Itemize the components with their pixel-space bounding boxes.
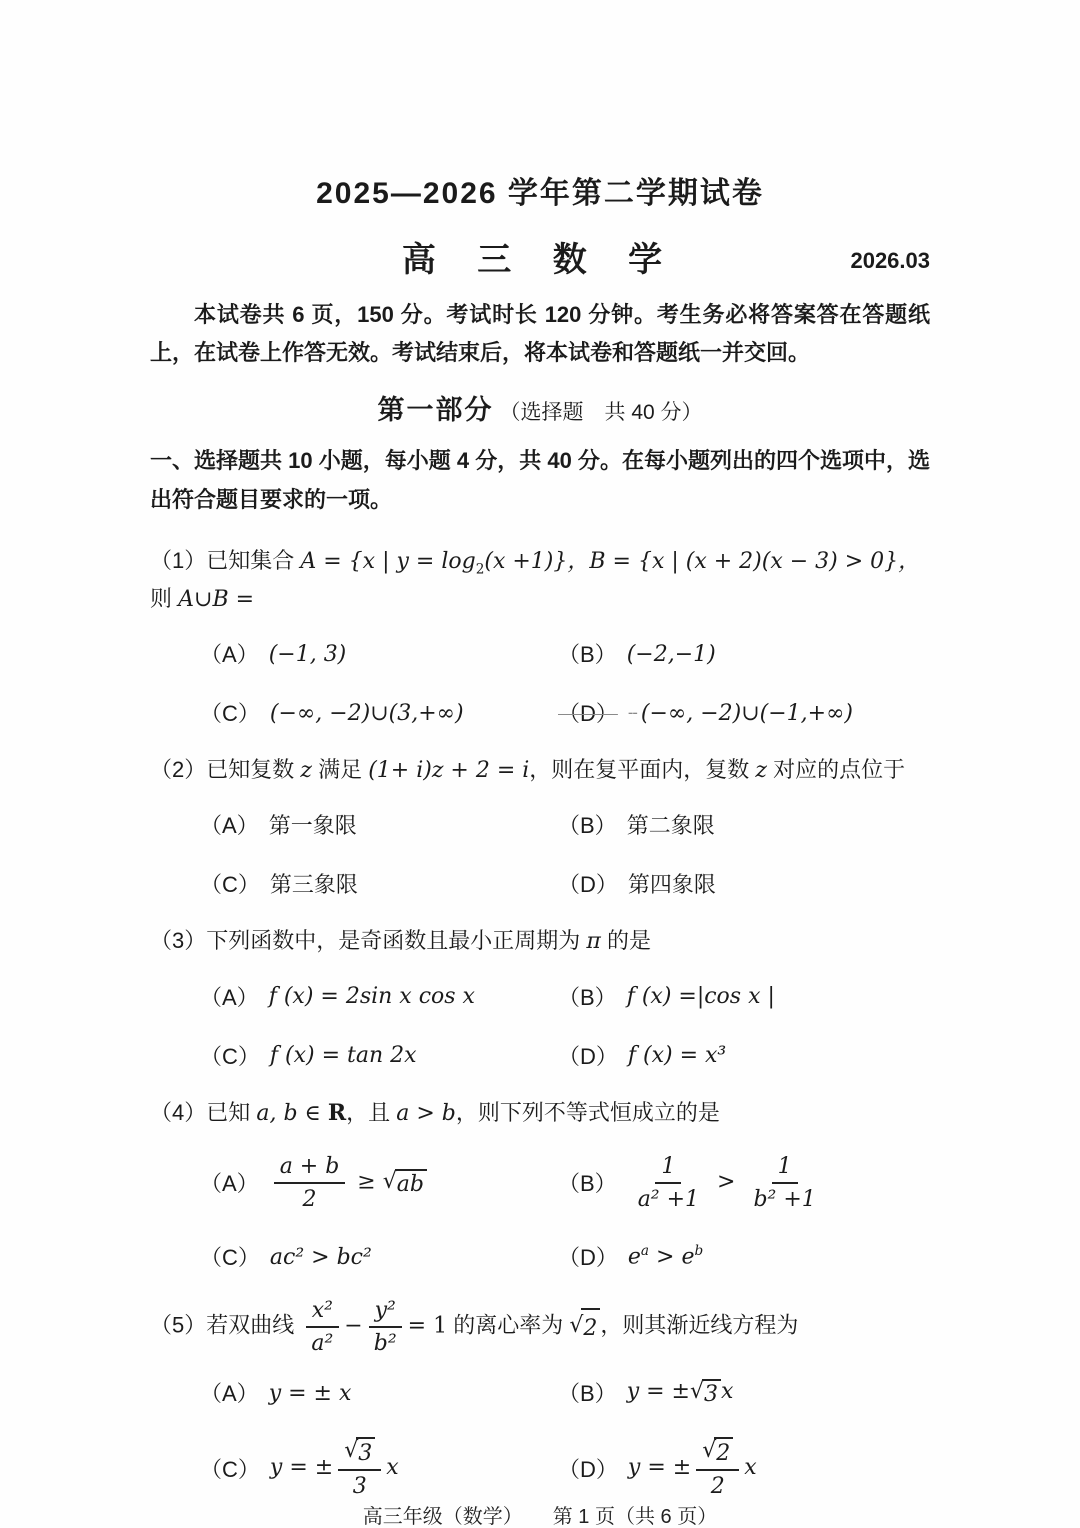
options-grid: [150, 809, 930, 899]
option-formula: f (x) = tan 2x: [269, 1043, 417, 1069]
square-root: √ 3: [344, 1437, 375, 1468]
exam-notice: 本试卷共 6 页，150 分。考试时长 120 分钟。考生务必将答案答在答题纸上，在试卷上作答无效。考试结束后，将本试卷和答题纸一并交回。: [150, 302, 930, 365]
option-formula: y = ± √ 3 3 x: [269, 1438, 399, 1499]
page-title: 2025—2026 学年第二学期试卷: [316, 177, 764, 210]
fraction: $\frac{\text{y²}}{\text{b²}}$: [368, 1296, 403, 1357]
option-label: （D）: [558, 1245, 618, 1271]
option-item: [558, 1241, 930, 1272]
option-formula: (−2,−1): [626, 641, 716, 667]
option-formula: (−1, 3): [268, 641, 347, 667]
option-item: [558, 809, 930, 840]
option-label: （C）: [200, 872, 260, 898]
option-formula: ac² > bc²: [269, 1244, 372, 1270]
option-item: [200, 1152, 558, 1213]
option-formula: (−∞, −2)∪(3,+∞): [269, 700, 464, 726]
option-item: [200, 1377, 558, 1408]
option-label: （A）: [200, 642, 259, 668]
option-formula: $\frac{a + b}{2}$ ≥ √ ab: [269, 1152, 427, 1213]
question-stem: （2）已知复数 z 满足 (1+ i)z + 2 = i，则在复平面内，复数 z 对应的点位于: [150, 757, 906, 784]
options-grid: [150, 1377, 930, 1500]
option-formula: y = ± √ 3 x: [626, 1379, 734, 1408]
part-title: 第一部分: [377, 394, 494, 425]
option-item: [200, 809, 558, 840]
question-list: [150, 519, 930, 1500]
question: [150, 923, 930, 1070]
option-label: （B）: [558, 1381, 617, 1407]
option-label: （A）: [200, 984, 259, 1010]
exam-date: 2026.03: [850, 248, 930, 273]
option-formula: y = ± √ 2 2 x: [627, 1438, 757, 1499]
square-root: √ 3: [690, 1379, 721, 1407]
question: [150, 1296, 930, 1500]
options-grid: [150, 638, 930, 728]
option-label: （D）: [558, 1043, 618, 1069]
part-heading: [150, 388, 930, 427]
fraction: $\frac{1}{\text{b² +1}}$: [753, 1154, 816, 1212]
option-label: （C）: [200, 1043, 260, 1069]
question: [150, 1095, 930, 1272]
option-formula: f (x) =|cos x |: [626, 984, 775, 1010]
question: [150, 543, 930, 728]
question-stem: （1）已知集合 A = {x | $y = \log_2(x +1)$}，B = {x | (x + 2)(x − 3) > 0}，则 A∪B =: [150, 547, 921, 612]
option-item: [200, 868, 558, 899]
option-formula: $\frac{1}{\text{a² +1}}$ > $\frac{1}{\text{b² +1}}$: [627, 1152, 827, 1213]
footer-text: 高三年级（数学） 第 1 页（共 6 页）: [362, 1506, 718, 1528]
question-stem: （4）已知 a, b ∈ R，且 a > b，则下列不等式恒成立的是: [150, 1099, 720, 1126]
option-item: [558, 1436, 930, 1500]
option-formula: y = ± x: [268, 1380, 352, 1406]
section-directions: 一、选择题共 10 小题，每小题 4 分，共 40 分。在每小题列出的四个选项中，选出符合题目要求的一项。: [150, 447, 930, 512]
option-formula: $e^a > e^b$: [627, 1243, 704, 1270]
option-formula: 第二象限: [626, 813, 715, 839]
option-item: [558, 868, 930, 899]
part-subtitle: （选择题 共 40 分）: [499, 400, 703, 424]
option-item: [558, 638, 930, 669]
option-label: （C）: [200, 701, 260, 727]
option-item: [200, 981, 558, 1012]
option-formula: 第一象限: [268, 813, 357, 839]
fraction: $\frac{a + b}{2}$: [274, 1152, 346, 1213]
option-item: [558, 981, 930, 1012]
option-formula: 第三象限: [269, 872, 358, 898]
exam-header: [150, 168, 930, 372]
option-label: （D）: [558, 1456, 618, 1482]
fraction: $\frac{\text{x²}}{\text{a²}}$: [305, 1296, 339, 1357]
option-label: （B）: [558, 1171, 617, 1197]
option-item: [558, 1040, 930, 1071]
option-formula: f (x) = 2sin x cos x: [268, 984, 475, 1010]
option-formula: 第四象限: [627, 872, 716, 898]
option-label: （A）: [200, 1171, 259, 1197]
options-grid: [150, 1152, 930, 1272]
page-footer: [150, 1500, 930, 1528]
question: [150, 752, 930, 899]
square-root: √ ab: [383, 1169, 427, 1197]
option-formula: -- (−∞, −2)∪(−1,+∞): [627, 700, 854, 726]
option-label: （B）: [558, 642, 617, 668]
option-label: （D）: [558, 701, 618, 727]
fraction: √ 3 3: [338, 1436, 381, 1500]
option-label: （D）: [558, 872, 618, 898]
square-root: √ 2: [702, 1437, 733, 1468]
subject-title: 高 三 数 学: [401, 241, 679, 279]
question-stem: （3）下列函数中，是奇函数且最小正周期为 π 的是: [150, 928, 651, 955]
scan-artifact: --: [627, 703, 637, 722]
fraction: √ 2 2: [696, 1436, 739, 1500]
square-root: √ 2: [569, 1308, 600, 1347]
question-stem: （5）若双曲线 $\frac{\text{x²}}{\text{a²}}$ − $\frac{\text{y²}}{\text{b²}}$ = 1 的离心率为 √ 2 ，则其渐近线方程为: [150, 1298, 799, 1356]
subject-row: [150, 232, 930, 278]
option-label: （B）: [558, 984, 617, 1010]
option-formula: f (x) = x³: [627, 1043, 727, 1069]
option-label: （C）: [200, 1456, 260, 1482]
option-item: [558, 1152, 930, 1213]
option-item: [200, 1241, 558, 1272]
option-label: （A）: [200, 1381, 259, 1407]
option-item: [558, 697, 930, 728]
option-label: （B）: [558, 813, 617, 839]
fraction: $\frac{1}{\text{a² +1}}$: [637, 1154, 700, 1212]
option-item: [200, 697, 558, 728]
option-item: [558, 1377, 930, 1408]
options-grid: [150, 981, 930, 1071]
option-item: [200, 638, 558, 669]
option-label: （A）: [200, 813, 259, 839]
option-label: （C）: [200, 1245, 260, 1271]
option-item: [200, 1040, 558, 1071]
option-item: [200, 1436, 558, 1500]
